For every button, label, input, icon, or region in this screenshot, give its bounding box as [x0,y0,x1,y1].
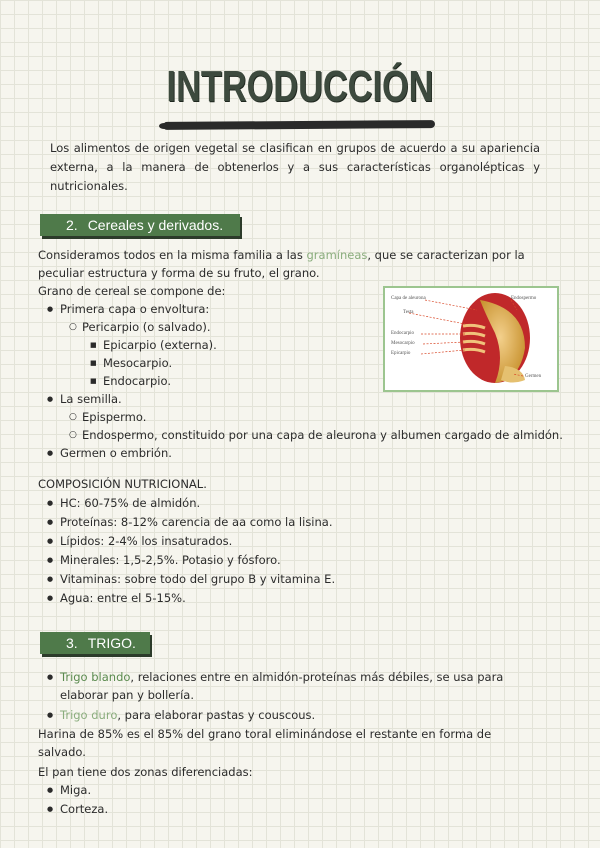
trigo-blando-line2: elaborar pan y bollería. [60,688,194,702]
paragraph-gramineas-line2: peculiar estructura y forma de su fruto, el grano. [38,266,320,280]
highlight-trigo-duro: Trigo duro [60,708,118,722]
text: , relaciones entre en almidón-proteínas más débiles, se usa para [130,670,504,684]
intro-paragraph: Los alimentos de origen vegetal se clasifican en grupos de acuerdo a su apariencia externa, a la manera de obtenerlos y a sus características organolépticas y nutricionales. [50,141,540,193]
composicion-title: COMPOSICIÓN NUTRICIONAL. [38,477,207,491]
label-endospermo: Endospermo [511,296,537,301]
pan-paragraph: El pan tiene dos zonas diferenciadas: [38,765,253,779]
list-item: ○ Pericarpio (o salvado). [82,318,211,336]
highlight-gramineas: gramíneas [306,248,368,262]
title-underline [163,120,435,130]
text: , que se caracterizan por la [367,248,525,262]
list-item: ■ Endocarpio. [103,372,171,390]
grain-diagram [383,286,559,392]
list-item: ● Proteínas: 8-12% carencia de aa como la lisina. [60,513,333,531]
list-item: ○ Epispermo. [82,408,146,426]
list-item: ● La semilla. [60,390,122,408]
list-item: ● Primera capa o envoltura: [60,300,209,318]
list-item-trigo-blando [60,668,530,686]
list-item: ● Miga. [60,781,91,799]
list-item: ○ Endospermo, constituido por una capa de aleurona y albumen cargado de almidón. [82,426,563,444]
list-item: ● Agua: entre el 5-15%. [60,589,186,607]
label-endocarpio: Endocarpio [391,331,415,336]
label-epicarpio: Epicarpio [391,351,411,356]
list-item: ● Minerales: 1,5-2,5%. Potasio y fósforo. [60,551,281,569]
list-item: ● Corteza. [60,800,108,818]
list-item: ● Vitaminas: sobre todo del grupo B y vitamina E. [60,570,335,588]
section-title: Cereales y derivados. [87,217,224,233]
harina-paragraph-line2: salvado. [38,745,86,759]
label-germen: Germen [525,374,542,379]
section-title: TRIGO. [87,635,136,651]
page-title: INTRODUCCIÓN [166,62,434,111]
label-capa-aleurona: Capa de aleurona [391,296,426,301]
paragraph-gramineas [38,246,530,264]
text: , para elaborar pastas y couscous. [117,708,316,722]
section-header-trigo [40,632,150,654]
text: Consideramos todos en la misma familia a las [38,248,307,262]
label-mesocarpio: Mesocarpio [391,341,415,346]
highlight-trigo-blando: Trigo blando [60,670,131,684]
list-item: ● Germen o embrión. [60,444,172,462]
list-item: ■ Epicarpio (externa). [103,336,217,354]
list-item-trigo-duro [60,706,315,724]
section-number: 2. [66,217,78,233]
paragraph-grano: Grano de cereal se compone de: [38,284,226,298]
label-testa: Testa [403,310,414,315]
section-number: 3. [66,635,78,651]
section-header-cereales [40,214,240,236]
list-item: ● Lípidos: 2-4% los insaturados. [60,532,232,550]
harina-paragraph: Harina de 85% es el 85% del grano toral eliminándose el restante en forma de [38,727,492,741]
list-item: ■ Mesocarpio. [103,354,172,372]
list-item: ● HC: 60-75% de almidón. [60,494,200,512]
